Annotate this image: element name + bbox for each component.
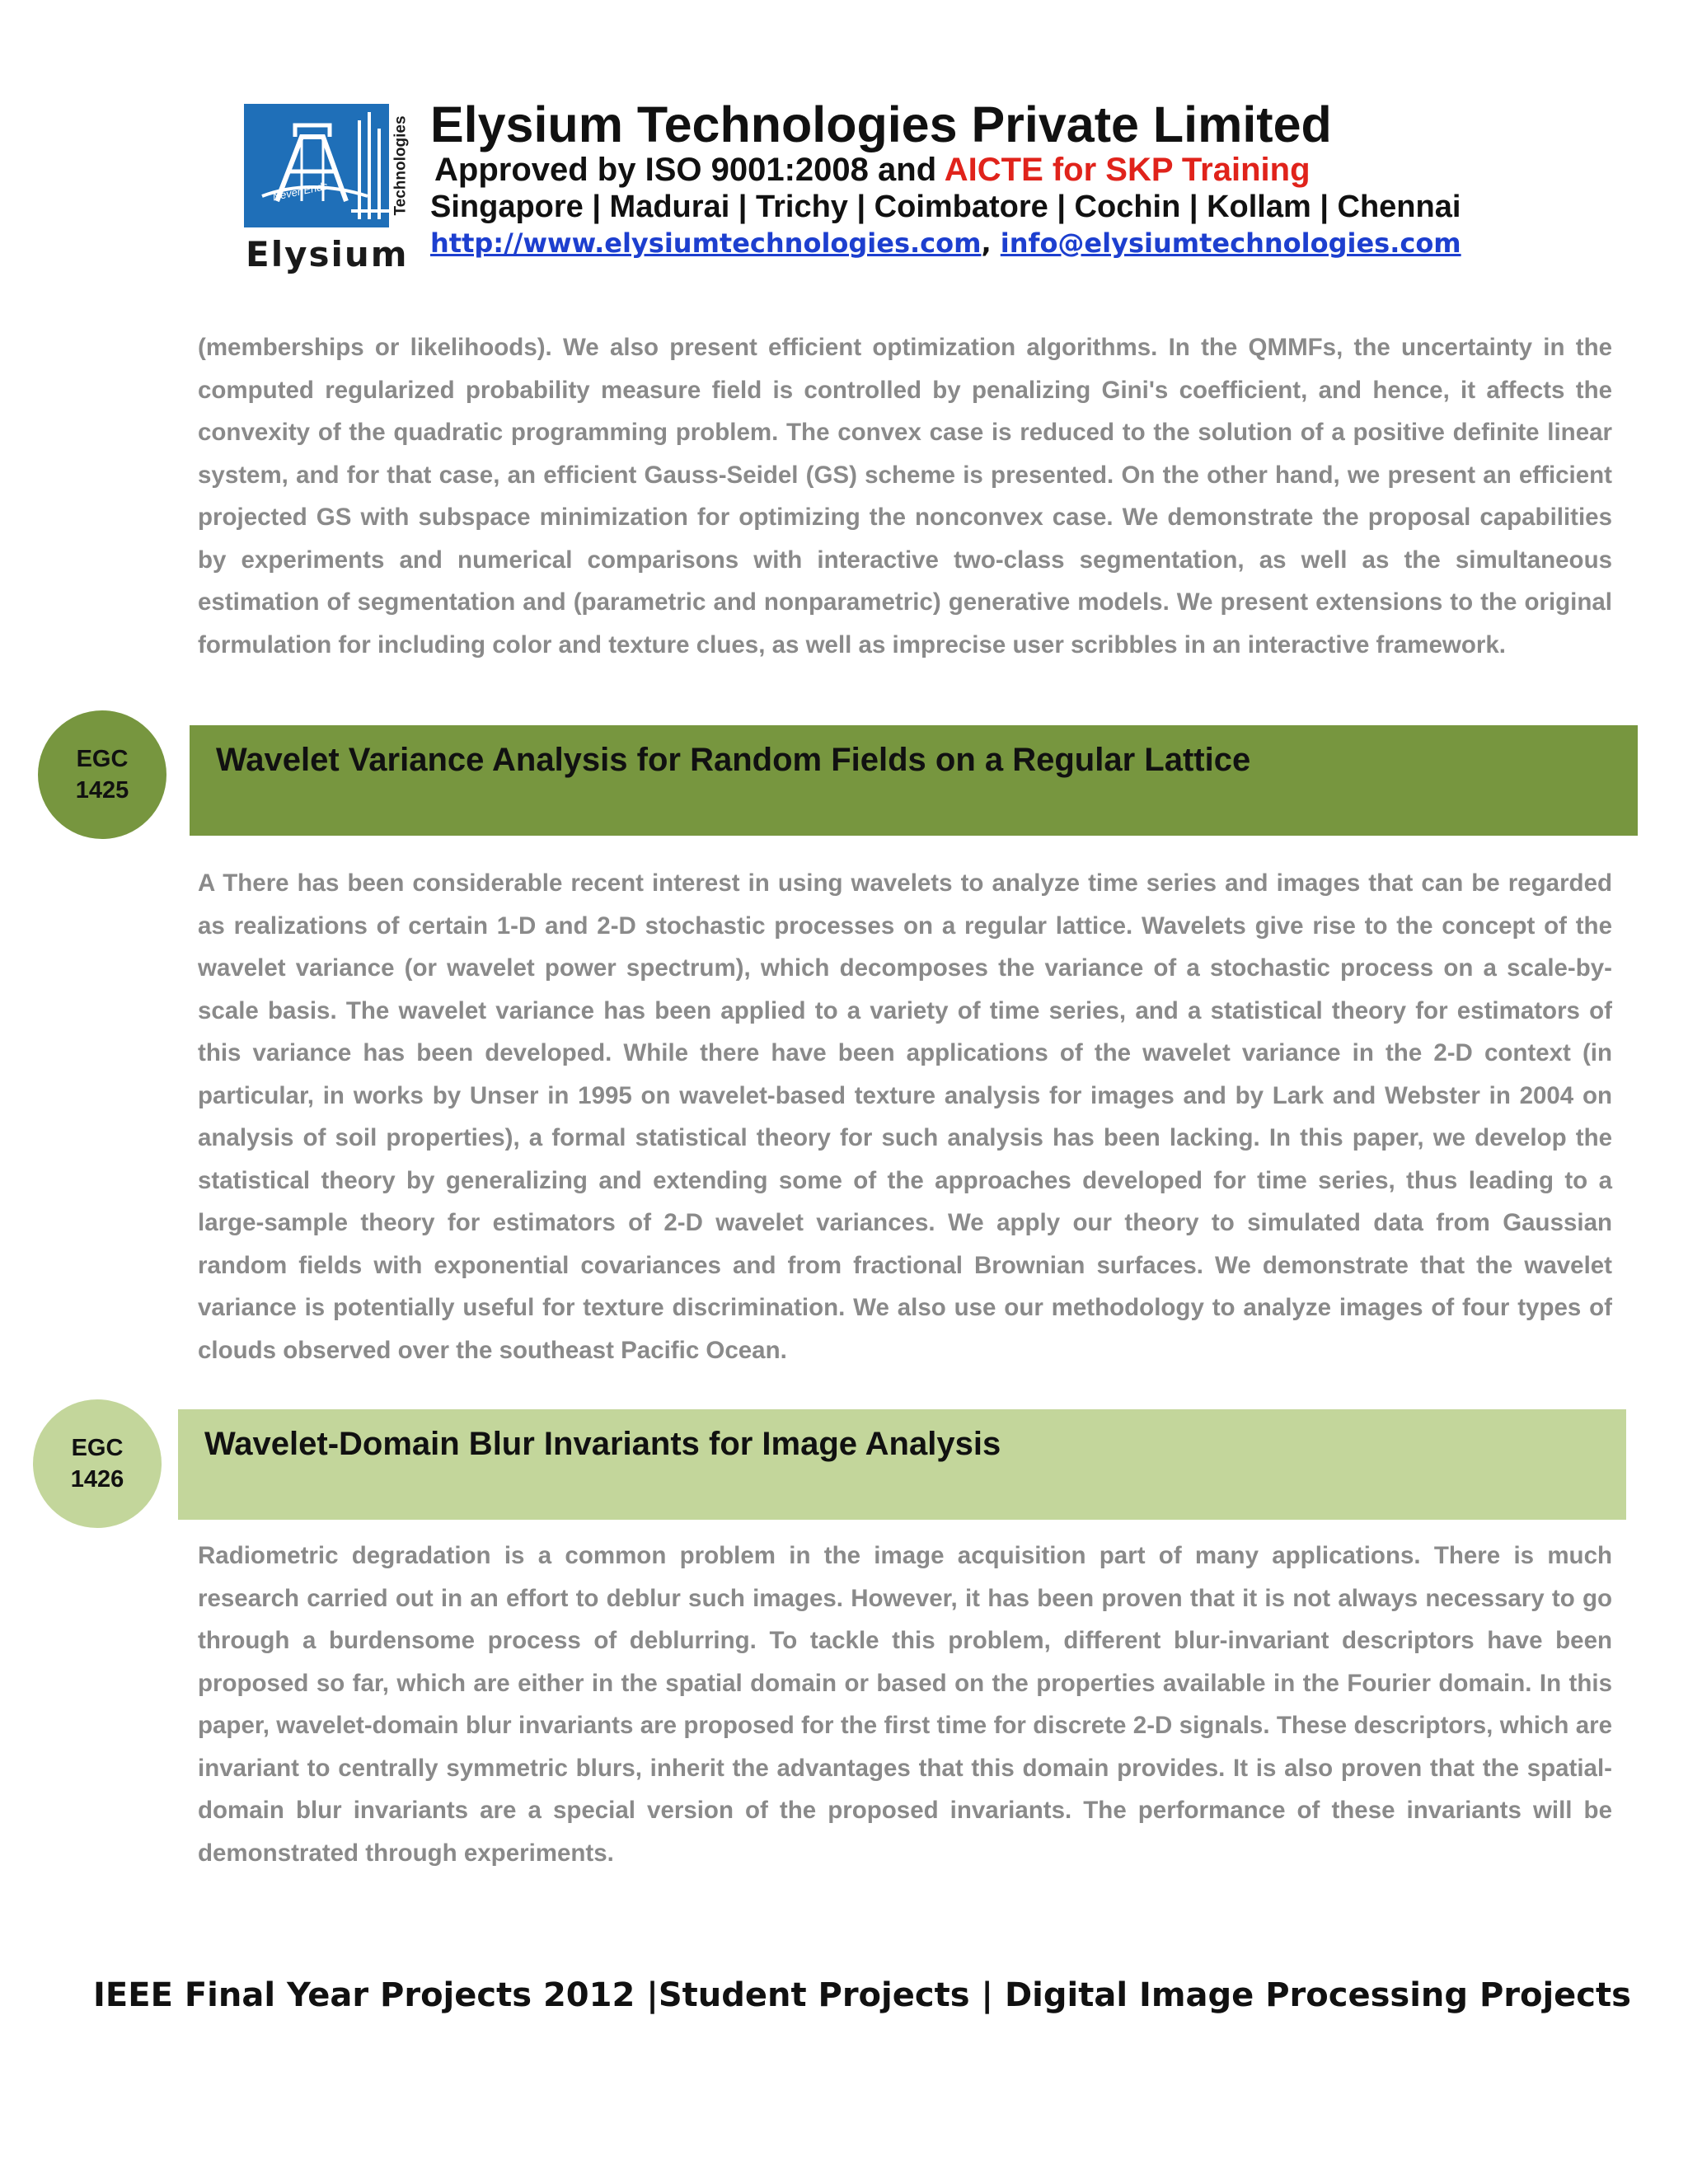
project-abstract: Radiometric degradation is a common problem in the image acquisition part of many applications. There is much research carried out in an effort to deblur such images. However, it has been proven that it is not always necessary to go through a burdensome process of deblurring. To tackle this problem, different blur-invariant descriptors have been proposed so far, which are either in the spatial domain or based on the properties available in the Fourier domain. In this paper, wavelet-domain blur invariants are proposed for the first time for discrete 2-D signals. These descriptors, which are invariant to centrally symmetric blurs, inherit the advantages that this domain provides. It is also proven that the spatial-domain blur invariants are a special version of the proposed invariants. The performance of these invariants will be demonstrated through experiments.: [198, 1542, 1612, 1867]
project-title: Wavelet Variance Analysis for Random Fields on a Regular Lattice: [216, 742, 1251, 778]
footer-text: IEEE Final Year Projects 2012: [93, 1976, 647, 2014]
project-code-badge: [38, 710, 166, 839]
city-list: Singapore | Madurai | Trichy | Coimbatore | Cochin | Kollam | Chennai: [430, 190, 1461, 224]
logo-emblem: [244, 104, 389, 227]
approval-text: Approved by ISO 9001:2008 and: [434, 152, 945, 188]
approval-line: [434, 152, 1311, 189]
website-link[interactable]: http://www.elysiumtechnologies.com: [430, 227, 982, 259]
project-code-number: 1425: [75, 777, 129, 804]
link-separator: ,: [981, 227, 1001, 259]
logo-wordmark: Elysium: [246, 234, 409, 274]
project-title-bar: [190, 725, 1638, 836]
page-footer: [0, 1976, 1688, 2014]
project-abstract: A There has been considerable recent interest in using wavelets to analyze time series and images that can be regarded as realizations of certain 1-D and 2-D stochastic processes on a regular lattice. Wavelets give rise to the concept of the wavelet variance (or wavelet power spectrum), which decomposes the variance of a stochastic process on a scale-by-scale basis. The wavelet variance has been applied to a variety of time series, and a statistical theory for estimators of this variance has been developed. While there have been applications of the wavelet variance in the 2-D context (in particular, in works by Unser in 1995 on wavelet-based texture analysis for images and by Lark and Webster in 2004 on analysis of soil properties), a formal statistical theory for such analysis has been lacking. In this paper, we develop the statistical theory by generalizing and extending some of the approaches developed for time series, thus leading to a large-sample theory for estimators of 2-D wavelet variances. We apply our theory to simulated data from Gaussian random fields with exponential covariances and from fractional Brownian surfaces. We demonstrate that the wavelet variance is potentially useful for texture discrimination. We also use our methodology to analyze images of four types of clouds observed over the southeast Pacific Ocean.: [198, 869, 1612, 1364]
project-code-badge: [33, 1399, 162, 1528]
project-code-prefix: EGC: [76, 746, 129, 772]
email-link[interactable]: info@elysiumtechnologies.com: [1000, 227, 1461, 259]
project-title: Wavelet-Domain Blur Invariants for Image Analysis: [204, 1426, 1001, 1462]
intro-paragraph: (memberships or likelihoods). We also present efficient optimization algorithms. In the QMMFs, the uncertainty in the computed regularized probability measure field is controlled by penalizing Gini's coefficient, and hence, it affects the convexity of the quadratic programming problem. The convex case is reduced to the solution of a positive definite linear system, and for that case, an efficient Gauss-Seidel (GS) scheme is presented. On the other hand, we present an efficient projected GS with subspace minimization for optimizing the nonconvex case. We demonstrate the proposal capabilities by experiments and numerical comparisons with interactive two-class segmentation, as well as the simultaneous estimation of segmentation and (parametric and nonparametric) generative models. We present extensions to the original formulation for including color and texture clues, as well as imprecise user scribbles in an interactive framework.: [198, 334, 1612, 658]
contact-links: [430, 227, 1461, 259]
project-code-number: 1426: [70, 1466, 124, 1493]
approval-highlight: AICTE for SKP Training: [944, 152, 1311, 188]
footer-text-categories: |Student Projects | Digital Image Processing Projects: [646, 1976, 1631, 2014]
project-code-prefix: EGC: [71, 1435, 124, 1461]
company-logo: [244, 104, 419, 277]
logo-caption: Never Ends: [271, 179, 329, 204]
tower-icon: [244, 104, 389, 227]
company-name: Elysium Technologies Private Limited: [430, 96, 1332, 152]
logo-vertical-text: Technologies: [392, 115, 410, 216]
project-title-bar: [178, 1409, 1626, 1520]
